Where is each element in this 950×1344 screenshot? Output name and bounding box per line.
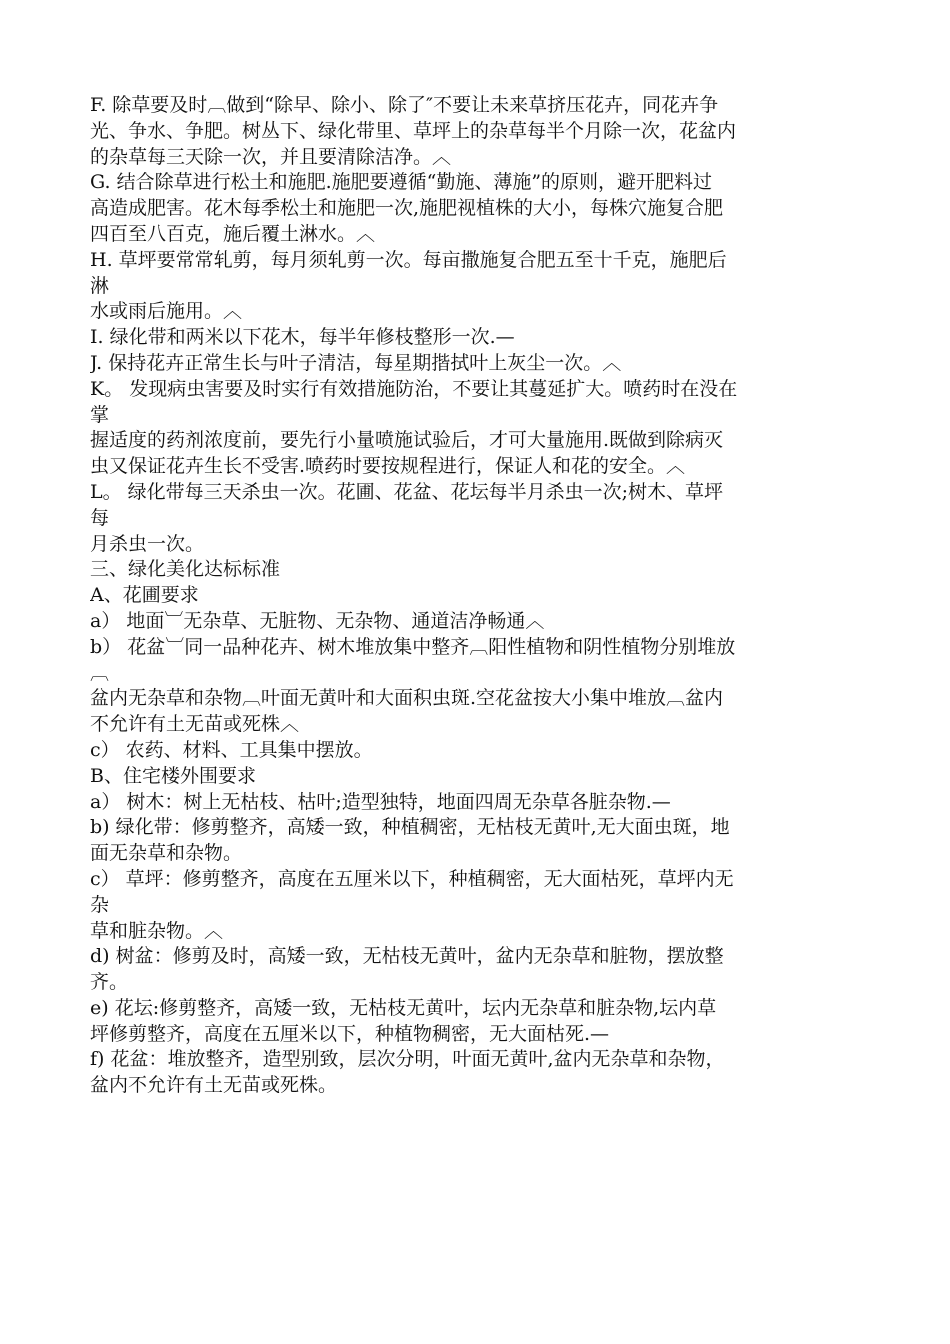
line-b-b-1: b) 绿化带：修剪整齐，高矮一致，种植稠密，无枯枝无黄叶,无大面虫斑，地 — [90, 816, 730, 839]
line-g-1: G. 结合除草进行松土和施肥.施肥要遵循“勤施、薄施”的原则，避开肥料过 — [90, 171, 713, 194]
line-b-d-2: 齐。 — [90, 971, 129, 994]
line-l-1: L。 绿化带每三天杀虫一次。花圃、花盆、花坛每半月杀虫一次;树木、草坪 — [90, 480, 724, 503]
line-b-c-1: c） 草坪：修剪整齐，高度在五厘米以下，种植稠密，无大面枯死，草坪内无 — [90, 867, 734, 890]
line-f-3: 的杂草每三天除一次，并且要清除洁净。︿ — [90, 145, 452, 168]
line-h-3: 水或雨后施用。︿ — [90, 300, 243, 323]
line-h-2: 淋 — [90, 274, 110, 297]
line-f-2: 光、争水、争肥。树丛下、绿化带里、草坪上的杂草每半个月除一次，花盆内 — [90, 119, 737, 142]
document-body — [90, 93, 870, 1099]
line-b-f-2: 盆内不允许有土无苗或死株。 — [90, 1074, 338, 1097]
line-k-3: 握适度的药剂浓度前，要先行小量喷施试验后，才可大量施用.既做到除病灭 — [90, 429, 724, 452]
line-f-1: F. 除草要及时︹做到“除早、除小、除了″不要让未来草挤压花卉，同花卉争 — [90, 94, 719, 116]
subsection-heading-b: B、住宅楼外围要求 — [90, 764, 256, 787]
line-b-a: a） 树木：树上无枯枝、枯叶;造型独特，地面四周无杂草各脏杂物.— — [90, 790, 671, 813]
line-a-c: c） 农药、材料、工具集中摆放。 — [90, 738, 373, 761]
line-g-2: 高造成肥害。花木每季松土和施肥一次,施肥视植株的大小，每株穴施复合肥 — [90, 197, 724, 220]
subsection-heading-a: A、花圃要求 — [90, 584, 199, 607]
line-a-b-1: b） 花盆︺同一品种花卉、树木堆放集中整齐︹阳性植物和阴性植物分别堆放 — [90, 635, 736, 658]
line-k-1: K。 发现病虫害要及时实行有效措施防治，不要让其蔓延扩大。喷药时在没在 — [90, 377, 738, 400]
line-b-f-1: f) 花盆：堆放整齐，造型别致，层次分明，叶面无黄叶,盆内无杂草和杂物， — [90, 1048, 725, 1071]
line-h-1: H. 草坪要常常轧剪，每月须轧剪一次。每亩撒施复合肥五至十千克，施肥后 — [90, 248, 727, 271]
line-a-b-3: 盆内无杂草和杂物︹叶面无黄叶和大面积虫斑.空花盆按大小集中堆放︹盆内 — [90, 687, 724, 710]
line-k-4: 虫又保证花卉生长不受害.喷药时要按规程进行，保证人和花的安全。︿ — [90, 455, 686, 478]
line-a-b-2: ︹ — [90, 661, 110, 684]
line-l-2: 每 — [90, 506, 110, 529]
line-g-3: 四百至八百克，施后覆土淋水。︿ — [90, 222, 376, 245]
line-b-c-2: 杂 — [90, 893, 110, 916]
line-b-b-2: 面无杂草和杂物。 — [90, 842, 243, 865]
section-heading-3: 三、绿化美化达标标准 — [90, 558, 281, 581]
line-a-a: a） 地面︺无杂草、无脏物、无杂物、通道洁净畅通︿ — [90, 609, 545, 632]
line-b-e-2: 坪修剪整齐，高度在五厘米以下，种植物稠密，无大面枯死.— — [90, 1022, 610, 1045]
line-i: I. 绿化带和两米以下花木，每半年修枝整形一次.— — [90, 326, 515, 349]
line-l-3: 月杀虫一次。 — [90, 532, 205, 555]
line-b-d-1: d) 树盆：修剪及时，高矮一致，无枯枝无黄叶，盆内无杂草和脏物，摆放整 — [90, 945, 724, 968]
line-b-c-3: 草和脏杂物。︿ — [90, 919, 224, 942]
line-a-b-4: 不允许有土无苗或死株︿ — [90, 713, 300, 736]
line-b-e-1: e) 花坛:修剪整齐，高矮一致，无枯枝无黄叶，坛内无杂草和脏杂物,坛内草 — [90, 996, 717, 1019]
line-k-2: 掌 — [90, 403, 110, 426]
line-j: J. 保持花卉正常生长与叶子清洁，每星期揩拭叶上灰尘一次。︿ — [90, 351, 622, 374]
